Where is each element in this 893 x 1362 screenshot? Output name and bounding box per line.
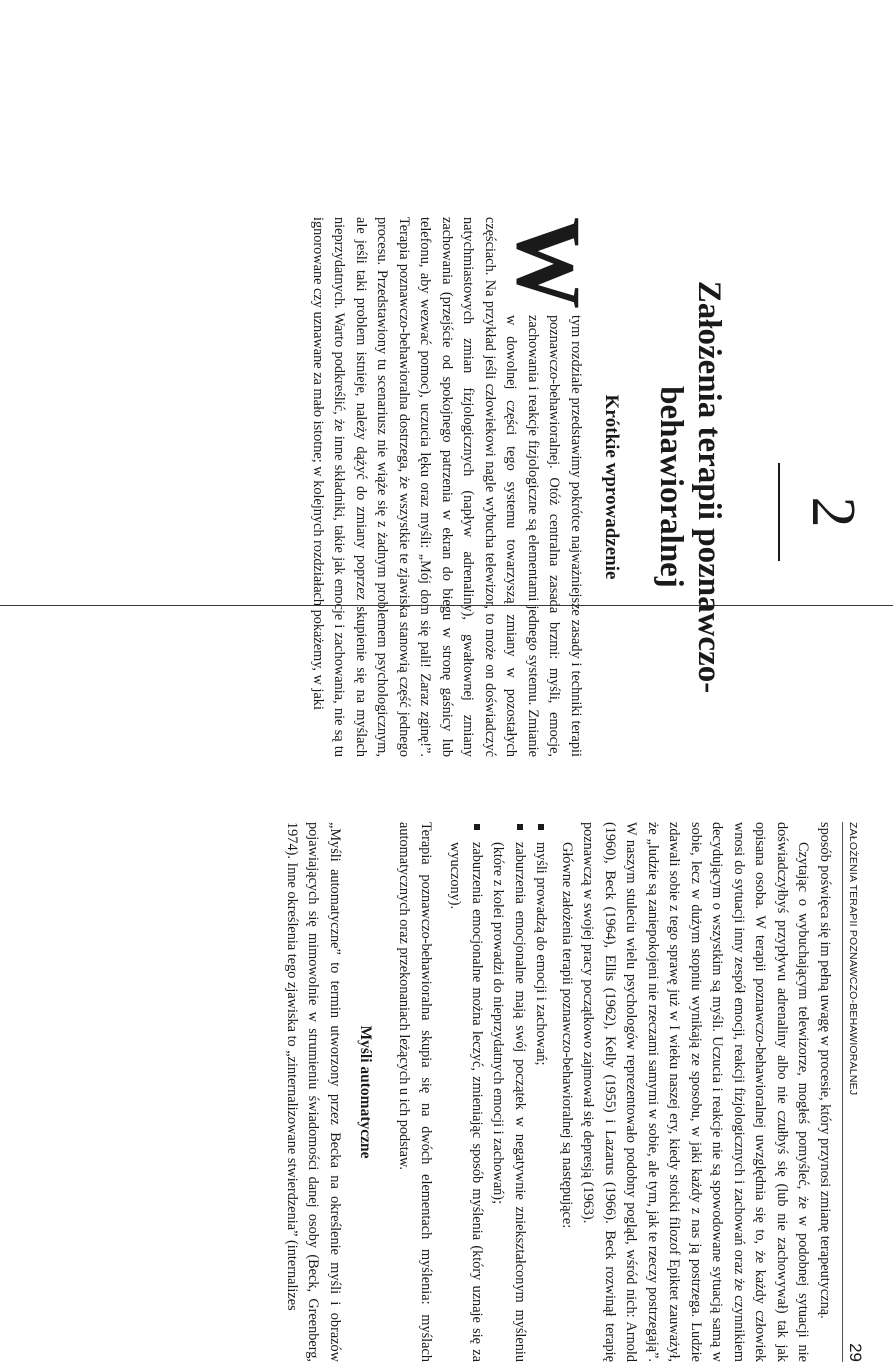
chapter-title: Założenia terapii poznawczo-behawioralnej xyxy=(653,280,727,694)
assumptions-list xyxy=(444,822,552,1362)
paragraph: sposób poświęca się im pełną uwagę w procesie, który przynosi zmianę terapeutyczną. xyxy=(817,822,833,1319)
chapter-number-rule xyxy=(778,463,780,561)
running-header-title: ZAŁOŻENIA TERAPII POZNAWCZO-BEHAWIORALNEJ xyxy=(847,822,859,1096)
paragraph: Terapia poznawczo-behawioralna skupia się na dwóch elementach myślenia: myślach automatycznych oraz przekonaniach leżących u ich podstaw. xyxy=(396,822,434,1362)
list-item: zaburzenia emocjonalne mają swój początek w negatywnie zniekształconym myśleniu (które z kolei prowadzi do nieprzydatnych emocji i zachowań); xyxy=(487,822,530,1362)
chapter-body xyxy=(307,217,623,757)
chapter-opening-page xyxy=(26,177,867,757)
paragraph: „Myśli automatyczne” to termin utworzony przez Becka na określenie myśli i obrazów pojawiających się mimowolnie w strumieniu świadomości danej osoby (Beck, Greenberg, 1974). Inne określenia tego zjawiska to „zinternalizowane stwierdzenia” (internalizes xyxy=(284,822,343,1362)
intro-paragraph xyxy=(307,217,600,757)
page-29 xyxy=(27,788,867,1362)
running-header xyxy=(842,822,865,1362)
list-item: myśli prowadzą do emocji i zachowań; xyxy=(530,822,552,1362)
paragraph: Czytając o wybuchającym telewizorze, mogłeś pomyśleć, że w podobnej sytuacji nie doświadczyłbyś przypływu adrenaliny albo nie czułbyś się (lub nie zachowywał) tak jak opisana osoba. W terapii poznawczo-behawioralnej uwzględnia się to, że każdy człowiek wnosi do sytuacji inny zespół emocji, reakcji fizjologicznych i zachowań oraz że czynnikiem decydującym o wszystkim są myśli. Uczucia i reakcje nie są spowodowane sytuacją samą w sobie, lecz w dużym stopniu wynikają ze sposobu, w jaki każdy z nas ją postrzega. Ludzie zdawali sobie z tego sprawę już w I wieku naszej ery, kiedy stoicki filozof Epiktet zauważył, że „ludzie są zaniepokojeni nie rzeczami samymi w sobie, ale tym, jak te rzeczy postrzegają”. W naszym stuleciu wielu psychologów reprezentowało podobny pogląd, wśród nich: Arnold (1960), Beck (1964), Ellis (1962), Kelly (1955) i Lazarus (1966). Beck rozwinął terapię poznawczą w swojej pracy początkowo zajmował się depresją (1963). xyxy=(580,822,812,1362)
section-title-intro: Krótkie wprowadzenie xyxy=(601,394,622,580)
page-divider xyxy=(0,605,893,606)
intro-paragraph-text: tym rozdziale przedstawimy pokrótce najważniejsze zasady i techniki terapii poznawczo-behawioralnej. Otóż centralna zasada brzmi: myśli, emocje, zachowania i reakcje fizjologiczne są elementami jednego systemu. Zmianie w dowolnej części tego systemu towarzyszą zmiany w pozostałych częściach. Na przykład jeśli człowiekowi nagle wybucha telewizor, to może on doświadczyć natychmiastowych zmian fizjologicznych (napływ adrenaliny), gwałtownej zmiany zachowania (przejście od spokojnego patrzenia w ekran do biegu w stronę gaśnicy lub telefonu, aby wezwać pomoc), uczucia lęku oraz myśli: „Mój dom się pali! Zaraz zginę!”. Terapia poznawczo-behawioralna dostrzega, że wszystkie te zjawiska stanowią część jednego procesu. Przedstawiony tu scenariusz nie wiąże się z żadnym problemem psychologicznym, ale jeśli taki problem istnieje, należy dążyć do zmiany poprzez skupienie się na myślach nieprzydatnych. Warto podkreślić, że inne składniki, takie jak emocje i zachowania, nie są tu ignorowane czy uznawane za mało istotne; w kolejnych rozdziałach pokażemy, w jaki xyxy=(310,217,584,757)
list-item: zaburzenia emocjonalne można leczyć, zmieniając sposób myślenia (który uznaje się za wyuczony). xyxy=(444,822,487,1362)
drop-cap: W xyxy=(498,217,600,309)
paragraph: Główne założenia terapii poznawczo-behawioralnej są następujące: xyxy=(559,842,575,1229)
section-title-automatic-thoughts: Myśli automatyczne xyxy=(357,1025,374,1159)
page-number: 29 xyxy=(846,1343,865,1362)
chapter-number: 2 xyxy=(799,496,867,528)
page-body xyxy=(281,822,836,1362)
